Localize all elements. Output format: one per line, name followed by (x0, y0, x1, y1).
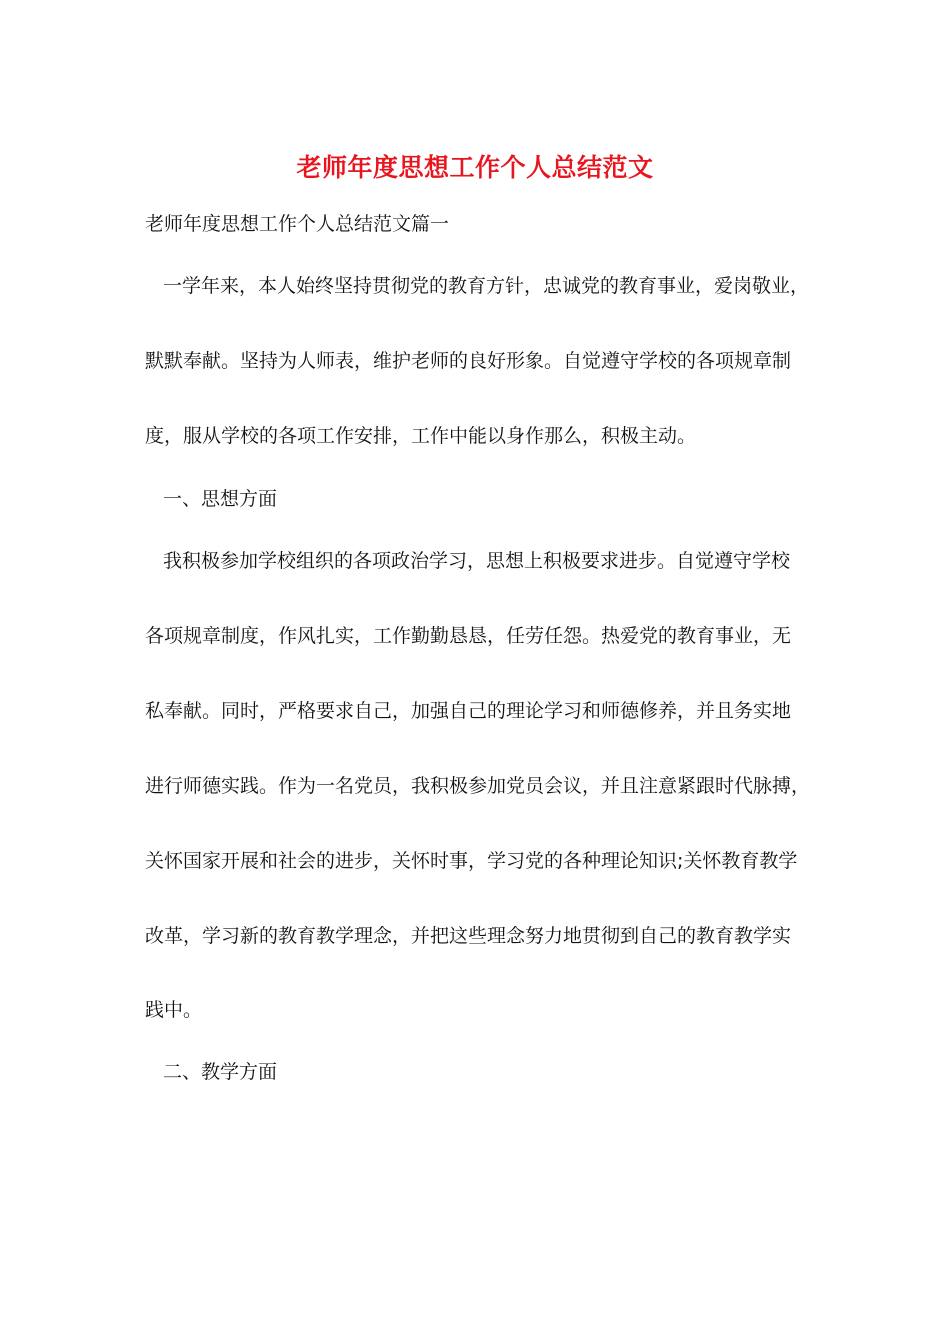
section-subtitle: 老师年度思想工作个人总结范文篇一 (145, 213, 450, 235)
paragraph-line: 各项规章制度，作风扎实，工作勤勤恳恳，任劳任怨。热爱党的教育事业，无 (145, 625, 792, 647)
paragraph-line: 我积极参加学校组织的各项政治学习，思想上积极要求进步。自觉遵守学校 (163, 550, 791, 572)
paragraph-line: 私奉献。同时，严格要求自己，加强自己的理论学习和师德修养，并且务实地 (145, 700, 792, 722)
paragraph-line: 践中。 (145, 999, 203, 1021)
section-heading: 一、思想方面 (163, 488, 278, 510)
paragraph-line: 改革，学习新的教育教学理念，并把这些理念努力地贯彻到自己的教育教学实 (145, 925, 792, 947)
section-heading: 二、教学方面 (163, 1061, 278, 1083)
paragraph-line: 一学年来，本人始终坚持贯彻党的教育方针，忠诚党的教育事业，爱岗敬业， (163, 275, 810, 297)
paragraph-line: 进行师德实践。作为一名党员，我积极参加党员会议，并且注意紧跟时代脉搏， (145, 775, 811, 797)
paragraph-line: 关怀国家开展和社会的进步，关怀时事，学习党的各种理论知识;关怀教育教学 (145, 850, 798, 872)
paragraph-line: 默默奉献。坚持为人师表，维护老师的良好形象。自觉遵守学校的各项规章制 (145, 350, 792, 372)
document-title: 老师年度思想工作个人总结范文 (296, 153, 654, 182)
paragraph-line: 度，服从学校的各项工作安排，工作中能以身作那么，积极主动。 (145, 425, 697, 447)
